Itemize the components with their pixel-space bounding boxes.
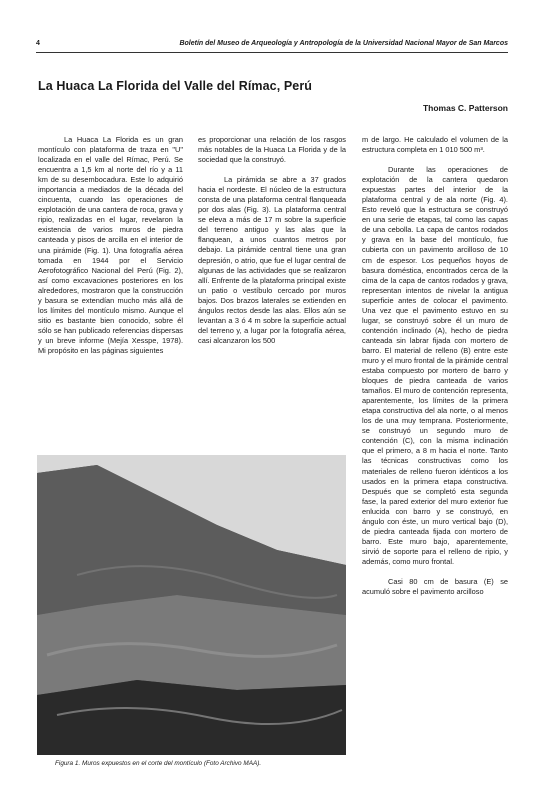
journal-title: Boletín del Museo de Arqueología y Antropología de la Universidad Nacional Mayor de San Marcos [179, 40, 508, 47]
paragraph: Casi 80 cm de basura (E) se acumuló sobre el pavimento arcilloso [362, 576, 508, 597]
article-author: Thomas C. Patterson [422, 103, 508, 113]
figure-1-photo [37, 455, 346, 755]
text-column-3 [362, 135, 508, 795]
text-column-2 [198, 135, 346, 447]
paragraph: La pirámida se abre a 37 grados hacia el nordeste. El núcleo de la estructura consta de una plataforma central flanqueada por dos alas (Fig. 3). La plataforma central se eleva a más de 17 m sobre la superficie del terreno antiguo y las alas que la flanquean, a unos cuantos metros por debajo. La pirámide central tiene una gran depresión, o atrio, que fue el lugar central de algunas de las actividades que se realizaron allí. Enfrente de la plataforma principal existe un patio o vestíbulo cercado por muros bajos. Dos brazos laterales se extienden en ángulos rectos desde las alas. Ellos aún se levantan a 3 ó 4 m sobre la superficie actual del terreno y, a lugar por la fotografía aérea, casi alcanzaron los 500 [198, 175, 346, 345]
figure-caption: Figura 1. Muros expuestos en el corte del montículo (Foto Archivo MAA). [55, 760, 262, 767]
paragraph: es proporcionar una relación de los rasgos más notables de la Huaca La Florida y de la sociedad que la construyó. [198, 135, 346, 165]
article-title: La Huaca La Florida del Valle del Rímac, Perú [38, 79, 313, 93]
paragraph: m de largo. He calculado el volumen de la estructura completa en 1 010 500 m³. [362, 135, 508, 155]
page-number: 4 [36, 40, 40, 47]
running-head [36, 40, 508, 53]
text-column-1 [38, 135, 183, 447]
paragraph: La Huaca La Florida es un gran montículo con plataforma de traza en "U" localizada en el valle del Rímac, Perú. Se encuentra a 1,5 km al norte del río y a 11 km de su desembocadura. Este lo adquirió importancia a mediados de la década del cincuenta, cuando las operaciones de explotación de una cantera de roca, grava y ripio, realizadas en el lugar, revelaron la existencia de varios muros de piedra canteada y pisos de arcilla en el interior de una pirámide (Fig. 1). Una fotografía aérea tomada en 1944 por el Servicio Aerofotográfico Nacional del Perú (Fig. 2), así como excavaciones posteriores en los alrededores, mostraron que la construcción y basura se extendían mucho más allá de los límites del montículo mismo. Aunque el sitio es bastante bien conocido, sobre él sólo se han publicado referencias dispersas y un breve informe (Mejía Xesspe, 1978). Mi propósito en las páginas siguientes [38, 135, 183, 355]
paragraph: Durante las operaciones de explotación de la cantera quedaron expuestas partes del interior de la plataforma central y de ala norte (Fig. 4). Esto reveló que la estructura se construyó en una serie de etapas, tal como las capas de una cebolla. La capa de cantos rodados y grava en la base del montículo, fue cubierta con un pavimento arcilloso de 10 cm de espesor. Los pequeños hoyos de basura doméstica, encontrados cerca de la cima de la capa de cantos rodados y grava, representan intentos de nivelar la antigua superficie antes de colocar el pavimento. Una vez que el pavimento estuvo en su lugar, se construyó sobre él un muro de contención inclinado (A), hecho de piedra canteada sin labrar fijada con mortero de barro. El material de relleno (B) entre este muro y el muro frontal de la pirámide central estaba compuesto por mortero de barro y bloques de piedra canteada de varios tamaños. El muro de contención representa, aparentemente, los límites de la primera etapa constructiva del ala norte, o al menos los de una muy temprana. Posteriormente, se construyó un segundo muro de contención (C), con la misma inclinación que el primero, a 8 m hacia el norte. Tanto las técnicas constructivas como los materiales de relleno fueron idénticos a los usados en la primera etapa constructiva. Después que se completó esta segunda fase, la pared exterior del muro exterior fue enlucida con barro y se construyó, en ángulo con éste, un muro vertical bajo (D), de piedra canteada fijada con mortero de barro. Este muro bajo, aparentemente, sirvió de soporte para el relleno de ripio, y además, como muro frontal. [362, 165, 508, 566]
mound-photo-illustration [37, 455, 346, 755]
